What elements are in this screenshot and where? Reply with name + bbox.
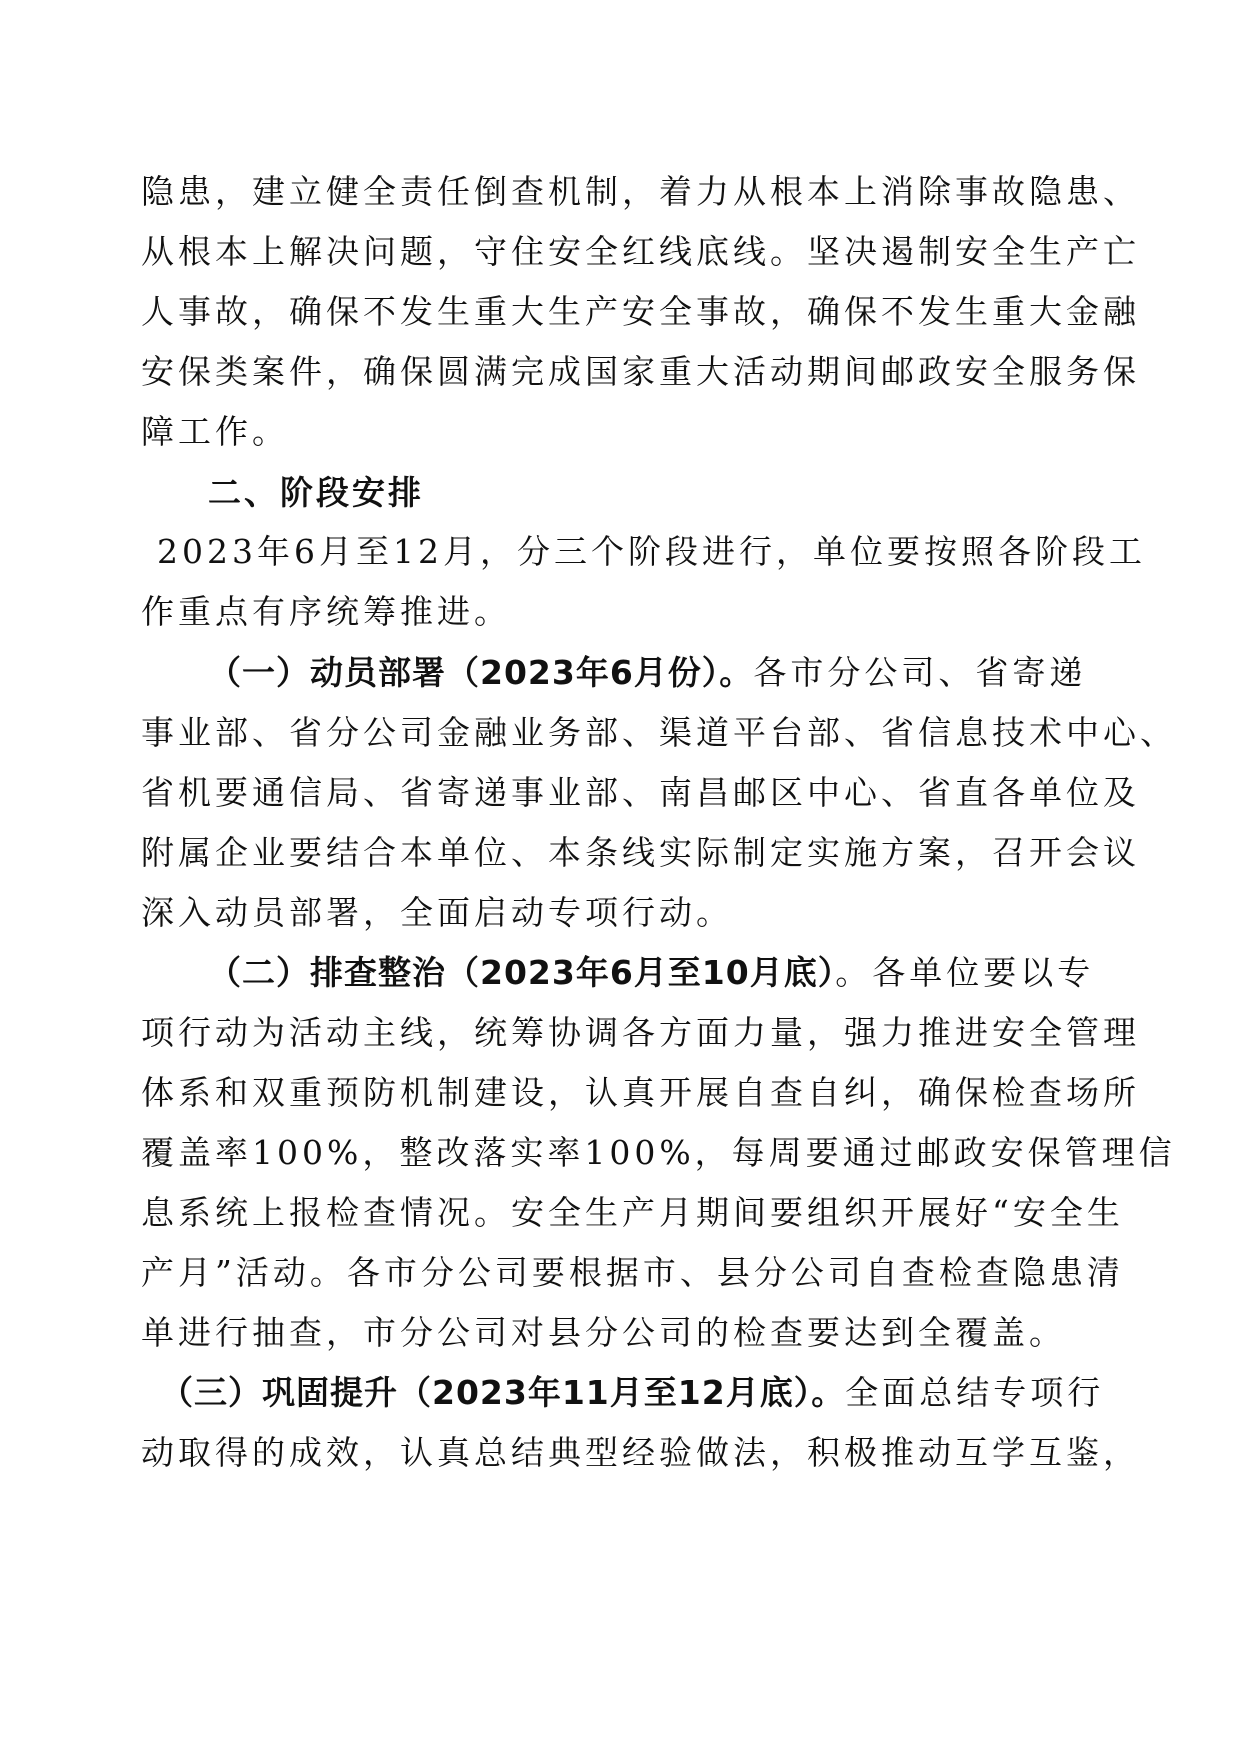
stage-paragraph-first-line: [208, 951, 1094, 995]
stage-title: （一）动员部署（2023年6月份）。: [208, 653, 754, 692]
body-text-line: 从根本上解决问题，守住安全红线底线。坚决遏制安全生产亡: [141, 232, 1140, 271]
body-text-line: 覆盖率100%，整改落实率100%，每周要通过邮政安保管理信: [141, 1133, 1176, 1172]
body-text-line: 省机要通信局、省寄递事业部、南昌邮区中心、省直各单位及: [141, 773, 1140, 812]
body-text-line: 2023年6月至12月，分三个阶段进行，单位要按照各阶段工: [157, 532, 1146, 571]
body-text-line: 人事故，确保不发生重大生产安全事故，确保不发生重大金融: [141, 292, 1140, 331]
body-text-line: 项行动为活动主线，统筹协调各方面力量，强力推进安全管理: [141, 1013, 1140, 1052]
section-heading: 二、阶段安排: [208, 473, 424, 512]
body-text-line: 隐患，建立健全责任倒查机制，着力从根本上消除事故隐患、: [141, 172, 1140, 211]
body-text-line: 动取得的成效，认真总结典型经验做法，积极推动互学互鉴，: [141, 1433, 1140, 1472]
stage-text: 全面总结专项行: [845, 1373, 1105, 1412]
stage-title: （二）排查整治（2023年6月至10月底）: [208, 953, 836, 992]
body-text-line: 产月”活动。各市分公司要根据市、县分公司自查检查隐患清: [141, 1253, 1124, 1292]
body-text-line: 息系统上报检查情况。安全生产月期间要组织开展好“安全生: [141, 1193, 1124, 1232]
body-text-line: 附属企业要结合本单位、本条线实际制定实施方案，召开会议: [141, 833, 1140, 872]
body-text-line: 单进行抽查，市分公司对县分公司的检查要达到全覆盖。: [141, 1313, 1066, 1352]
stage-paragraph-first-line: [208, 651, 1086, 695]
body-text-line: 障工作。: [141, 412, 289, 451]
body-text-line: 安保类案件，确保圆满完成国家重大活动期间邮政安全服务保: [141, 352, 1140, 391]
body-text-line: 作重点有序统筹推进。: [141, 592, 511, 631]
body-text-line: 事业部、省分公司金融业务部、渠道平台部、省信息技术中心、: [141, 713, 1177, 752]
stage-title: （三）巩固提升（2023年11月至12月底）。: [160, 1373, 846, 1412]
body-text-line: 深入动员部署，全面启动专项行动。: [141, 893, 733, 932]
body-text-line: 体系和双重预防机制建设，认真开展自查自纠，确保检查场所: [141, 1073, 1140, 1112]
stage-text: 。各单位要以专: [835, 953, 1095, 992]
stage-text: 各市分公司、省寄递: [753, 653, 1087, 692]
stage-paragraph-first-line: [160, 1371, 1104, 1415]
